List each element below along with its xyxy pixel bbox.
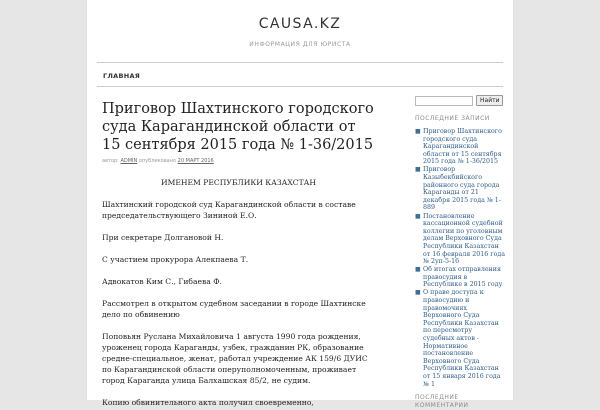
bullet-icon: ■ bbox=[415, 289, 421, 297]
recent-post-link[interactable]: Об итогах отправления правосудия в Республике в 2015 году bbox=[423, 266, 503, 289]
sidebar bbox=[415, 95, 505, 410]
search-form bbox=[415, 95, 505, 106]
post-paragraph: С участием прокурора Алекпаева Т. bbox=[102, 255, 249, 264]
site-header bbox=[87, 0, 513, 58]
recent-post-link[interactable]: О праве доступа к правосудию и правомочиях Верховного Суда Республики Казахстан по пересмотру судебных актов - Нормативное постановление Верховного Суда Республики Казахстан от 15 января 2016 года № 1 bbox=[423, 289, 501, 388]
post-heading-paragraph: ИМЕНЕМ РЕСПУБЛИКИ КАЗАХСТАН bbox=[160, 178, 317, 187]
bullet-icon: ■ bbox=[415, 128, 421, 135]
bullet-icon: ■ bbox=[415, 212, 421, 220]
post-paragraph: Адвокатов Ким С., Гибаева Ф. bbox=[102, 277, 222, 286]
search-input[interactable] bbox=[415, 96, 473, 106]
post-paragraph: Копию обвинительного акта получил своевременно, bbox=[102, 398, 314, 407]
post-paragraph: Рассмотрел в открытом судебном заседании в городе Шахтинске дело по обвинению bbox=[102, 299, 366, 319]
post-paragraph: Шахтинский городской суд Карагандинской области в составе председательствующего Зининой Е.О. bbox=[102, 200, 356, 220]
recent-comments-title: ПОСЛЕДНИЕ КОММЕНТАРИИ bbox=[415, 394, 469, 410]
recent-post-link[interactable]: Приговор Шахтинского городского суда Карагандинской области от 15 сентября 2015 года № 1-36/2015 bbox=[423, 128, 502, 166]
post-content bbox=[102, 100, 375, 408]
recent-post-link[interactable]: Приговор Казыбекбийского районного суда города Караганды от 21 декабря 2015 года № 1-889 bbox=[423, 166, 501, 212]
list-item bbox=[415, 213, 505, 266]
nav-item-home[interactable]: ГЛАВНАЯ bbox=[103, 72, 141, 80]
list-item bbox=[415, 128, 505, 166]
published-prefix: опубликовано bbox=[138, 158, 177, 164]
post-title: Приговор Шахтинского городского суда Карагандинской области от 15 сентября 2015 года № 1-36/2015 bbox=[102, 101, 374, 153]
site-description: ИНФОРМАЦИЯ ДЛЯ ЮРИСТА bbox=[249, 41, 351, 48]
post-date-link[interactable]: 20 МАРТ 2016 bbox=[177, 158, 214, 164]
recent-posts-list bbox=[415, 128, 505, 388]
main-navigation bbox=[97, 62, 503, 87]
post-meta bbox=[102, 158, 375, 164]
list-item bbox=[415, 166, 505, 212]
author-prefix: автор: bbox=[102, 158, 119, 164]
post-body bbox=[102, 177, 375, 408]
list-item bbox=[415, 289, 505, 388]
bullet-icon: ■ bbox=[415, 266, 421, 274]
site-title[interactable]: CAUSA.KZ bbox=[258, 16, 342, 32]
recent-post-link[interactable]: Постановление кассационной судебной коллегии по уголовным делам Верховного Суда Республики Казахстан от 16 февраля 2016 года № 2уп-5-16 bbox=[423, 212, 505, 266]
search-button[interactable]: Найти bbox=[476, 95, 503, 106]
bullet-icon: ■ bbox=[415, 166, 421, 174]
post-paragraph: Поповьян Руслана Михайловича 1 августа 1990 года рождения, уроженец города Караганды, узбек, гражданин РК, образование средне-специальное, женат, работал учреждение АК 159/6 ДУИС по Карагандинской области оперуполномоченным, проживает город Караганда улица Балхашская 85/2, не судим. bbox=[102, 332, 368, 385]
page-container bbox=[86, 0, 514, 410]
post-paragraph: При секретаре Долгановой Н. bbox=[102, 233, 224, 242]
recent-posts-title: ПОСЛЕДНИЕ ЗАПИСИ bbox=[415, 115, 490, 122]
author-link[interactable]: ADMIN bbox=[120, 158, 138, 164]
list-item bbox=[415, 266, 505, 289]
